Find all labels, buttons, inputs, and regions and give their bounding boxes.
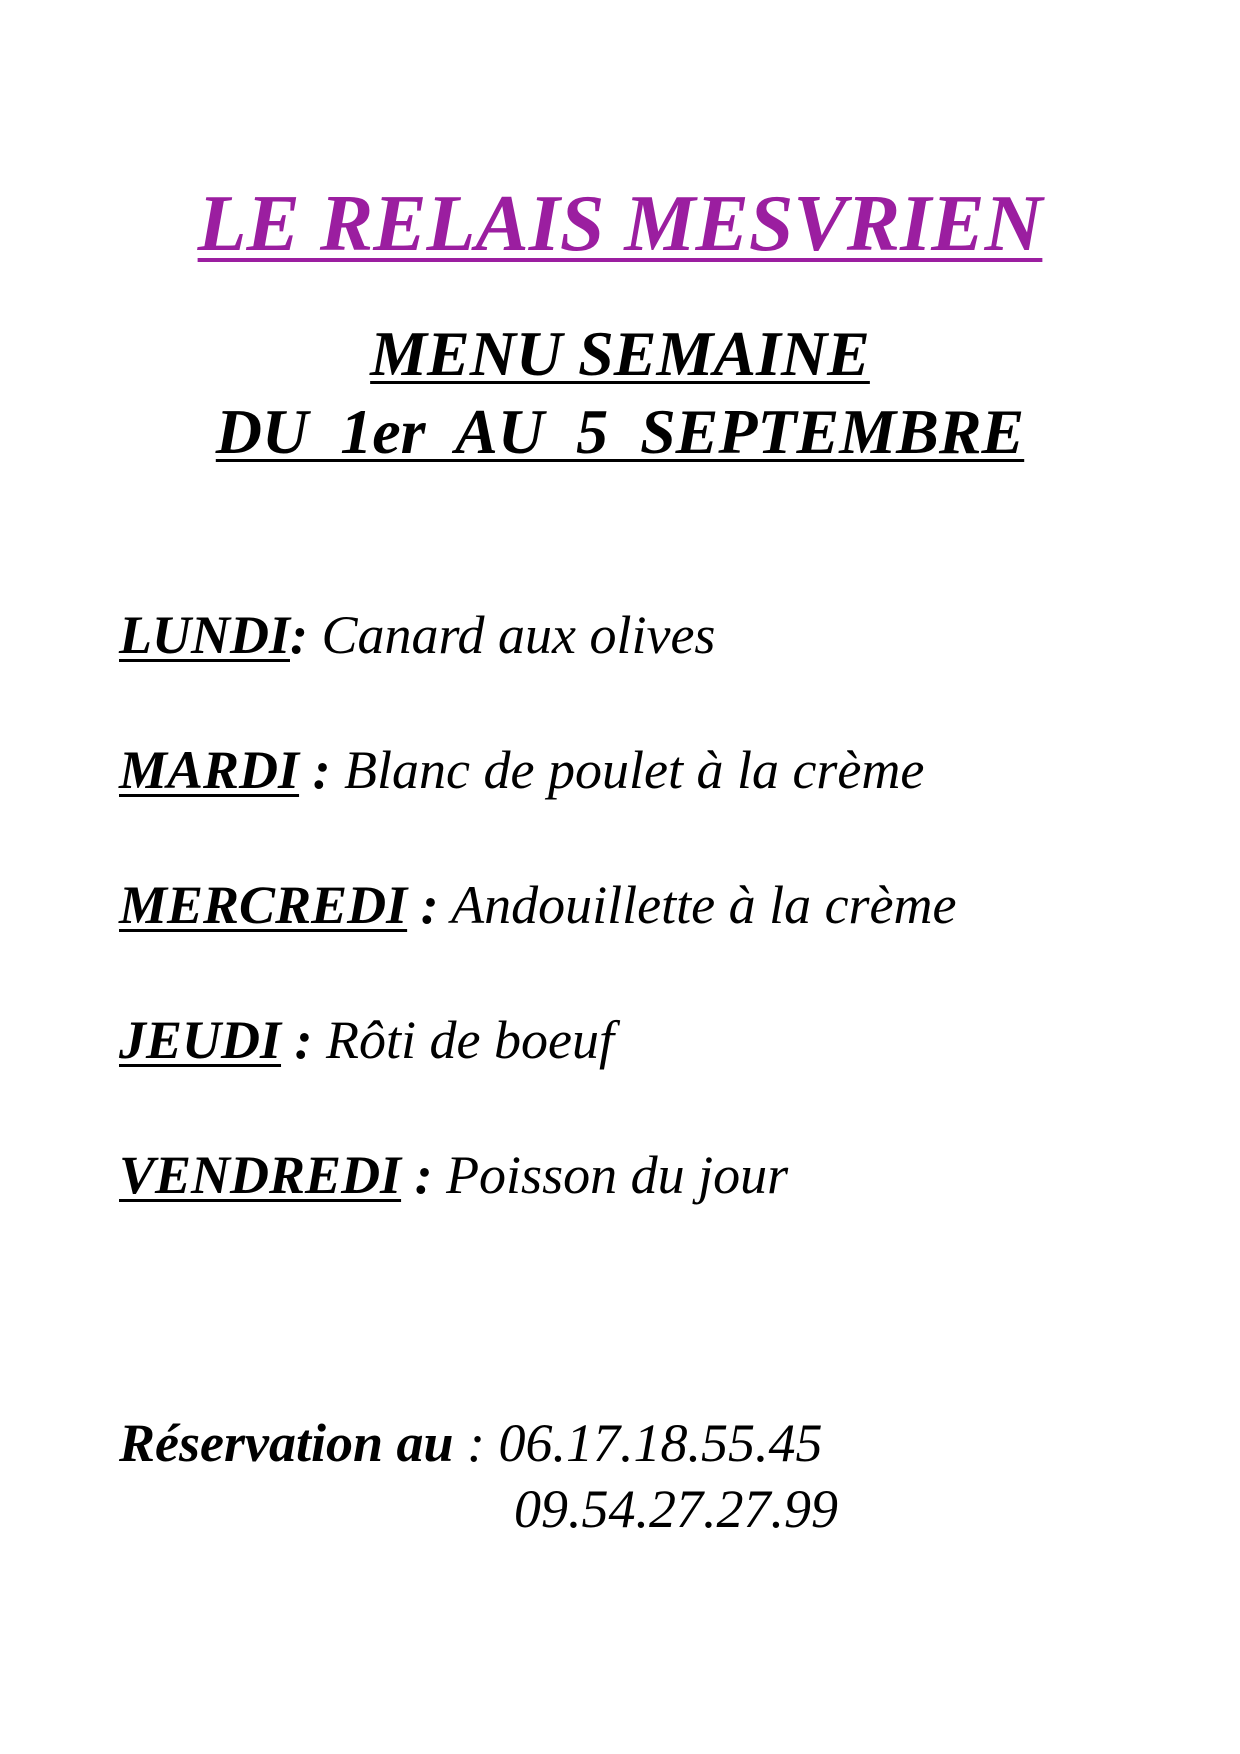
menu-day-monday: LUNDI (119, 605, 290, 665)
menu-item-wednesday (119, 870, 1179, 1005)
reservation-line-1 (119, 1410, 1179, 1476)
menu-separator: : (401, 1145, 433, 1205)
menu-dish-friday: Poisson du jour (432, 1145, 789, 1205)
menu-day-thursday: JEUDI (119, 1010, 282, 1070)
reservation-label: Réservation au (119, 1413, 454, 1473)
menu-separator: : (407, 875, 439, 935)
menu-separator: : (281, 1010, 313, 1070)
menu-day-tuesday: MARDI (119, 740, 300, 800)
menu-week-heading: MENU SEMAINE (370, 318, 870, 389)
menu-item-tuesday (119, 735, 1179, 870)
menu-separator: : (299, 740, 331, 800)
menu-separator: : (290, 605, 308, 665)
menu-date-range: DU 1er AU 5 SEPTEMBRE (215, 396, 1025, 467)
phone-number-secondary: 09.54.27.27.99 (514, 1479, 838, 1539)
reservation-section (119, 1410, 1179, 1542)
menu-item-friday (119, 1140, 1179, 1275)
menu-day-friday: VENDREDI (119, 1145, 402, 1205)
phone-number-primary: 06.17.18.55.45 (498, 1413, 823, 1473)
menu-dish-thursday: Rôti de boeuf (312, 1010, 614, 1070)
menu-item-thursday (119, 1005, 1179, 1140)
menu-dish-monday: Canard aux olives (307, 605, 716, 665)
menu-item-monday (119, 600, 1179, 735)
menu-heading (0, 315, 1240, 471)
weekly-menu-list (119, 600, 1179, 1275)
menu-dish-wednesday: Andouillette à la crème (438, 875, 957, 935)
menu-day-wednesday: MERCREDI (119, 875, 408, 935)
reservation-separator: : (453, 1413, 499, 1473)
restaurant-title: LE RELAIS MESVRIEN (197, 179, 1043, 268)
menu-dish-tuesday: Blanc de poulet à la crème (330, 740, 925, 800)
